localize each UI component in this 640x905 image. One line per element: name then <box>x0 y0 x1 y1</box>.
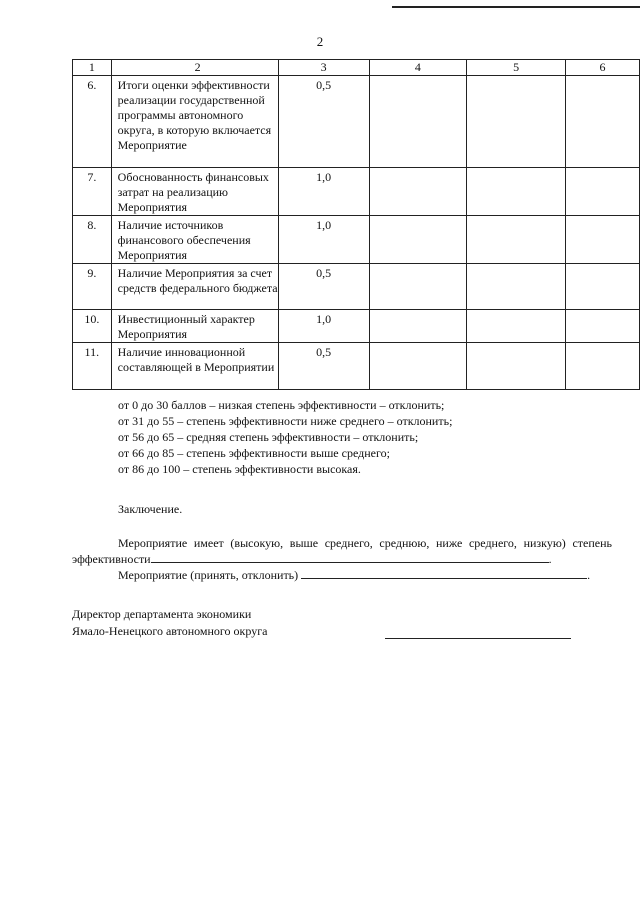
page-number: 2 <box>316 34 324 49</box>
efficiency-blank <box>151 551 549 563</box>
efficiency-end: . <box>548 552 552 566</box>
col-header-5: 5 <box>467 60 566 76</box>
decision-end: . <box>587 568 591 582</box>
empty-cell <box>565 264 639 310</box>
criterion-text: Обоснованность финансовых затрат на реализацию Мероприятия <box>111 168 278 216</box>
col-header-6: 6 <box>565 60 639 76</box>
row-number: 8. <box>73 216 112 264</box>
col-header-1: 1 <box>73 60 112 76</box>
criterion-score: 0,5 <box>278 76 369 168</box>
criterion-score: 1,0 <box>278 216 369 264</box>
score-line: от 31 до 55 – степень эффективности ниже среднего – отклонить; <box>118 414 453 428</box>
criterion-text: Инвестиционный характер Мероприятия <box>111 310 278 343</box>
empty-cell <box>467 168 566 216</box>
conclusion-title: Заключение. <box>118 502 183 516</box>
table-row <box>73 264 640 310</box>
signature-block <box>72 606 267 640</box>
row-number: 11. <box>73 343 112 390</box>
empty-cell <box>369 343 467 390</box>
empty-cell <box>369 216 467 264</box>
col-header-4: 4 <box>369 60 467 76</box>
criterion-text: Наличие Мероприятия за счет средств федерального бюджета <box>111 264 278 310</box>
decision-line <box>72 567 612 583</box>
table-row <box>73 216 640 264</box>
evaluation-table <box>72 59 640 390</box>
empty-cell <box>565 343 639 390</box>
empty-cell <box>369 264 467 310</box>
table-row <box>73 168 640 216</box>
empty-cell <box>369 168 467 216</box>
row-number: 7. <box>73 168 112 216</box>
decision-blank <box>301 567 587 579</box>
empty-cell <box>565 310 639 343</box>
empty-cell <box>467 343 566 390</box>
criterion-score: 0,5 <box>278 264 369 310</box>
criterion-score: 1,0 <box>278 310 369 343</box>
score-scale <box>118 397 452 477</box>
table-header-row <box>73 60 640 76</box>
empty-cell <box>369 76 467 168</box>
empty-cell <box>467 264 566 310</box>
empty-cell <box>565 168 639 216</box>
conclusion-block <box>72 535 612 583</box>
score-line: от 0 до 30 баллов – низкая степень эффективности – отклонить; <box>118 398 445 412</box>
empty-cell <box>467 76 566 168</box>
criterion-text: Наличие инновационной составляющей в Мероприятии <box>111 343 278 390</box>
table-row <box>73 310 640 343</box>
top-rule <box>392 6 640 8</box>
table-row <box>73 343 640 390</box>
decision-text: Мероприятие (принять, отклонить) <box>118 568 299 582</box>
empty-cell <box>369 310 467 343</box>
criterion-score: 0,5 <box>278 343 369 390</box>
criterion-text: Наличие источников финансового обеспечения Мероприятия <box>111 216 278 264</box>
empty-cell <box>467 310 566 343</box>
col-header-2: 2 <box>111 60 278 76</box>
criterion-text: Итоги оценки эффективности реализации государственной программы автономного округа, в которую включается Мероприятие <box>111 76 278 168</box>
score-line: от 56 до 65 – средняя степень эффективности – отклонить; <box>118 430 419 444</box>
score-line: от 86 до 100 – степень эффективности высокая. <box>118 462 361 476</box>
criterion-score: 1,0 <box>278 168 369 216</box>
efficiency-line <box>72 535 612 567</box>
empty-cell <box>467 216 566 264</box>
row-number: 6. <box>73 76 112 168</box>
empty-cell <box>565 216 639 264</box>
signature-line <box>385 638 571 639</box>
table-row <box>73 76 640 168</box>
signatory-title: Директор департамента экономики <box>72 607 252 621</box>
efficiency-text: Мероприятие имеет (высокую, выше среднего, среднюю, ниже среднего, низкую) степень эффективности <box>72 536 612 566</box>
empty-cell <box>565 76 639 168</box>
row-number: 9. <box>73 264 112 310</box>
col-header-3: 3 <box>278 60 369 76</box>
row-number: 10. <box>73 310 112 343</box>
score-line: от 66 до 85 – степень эффективности выше среднего; <box>118 446 390 460</box>
signatory-organization: Ямало-Ненецкого автономного округа <box>72 624 268 638</box>
